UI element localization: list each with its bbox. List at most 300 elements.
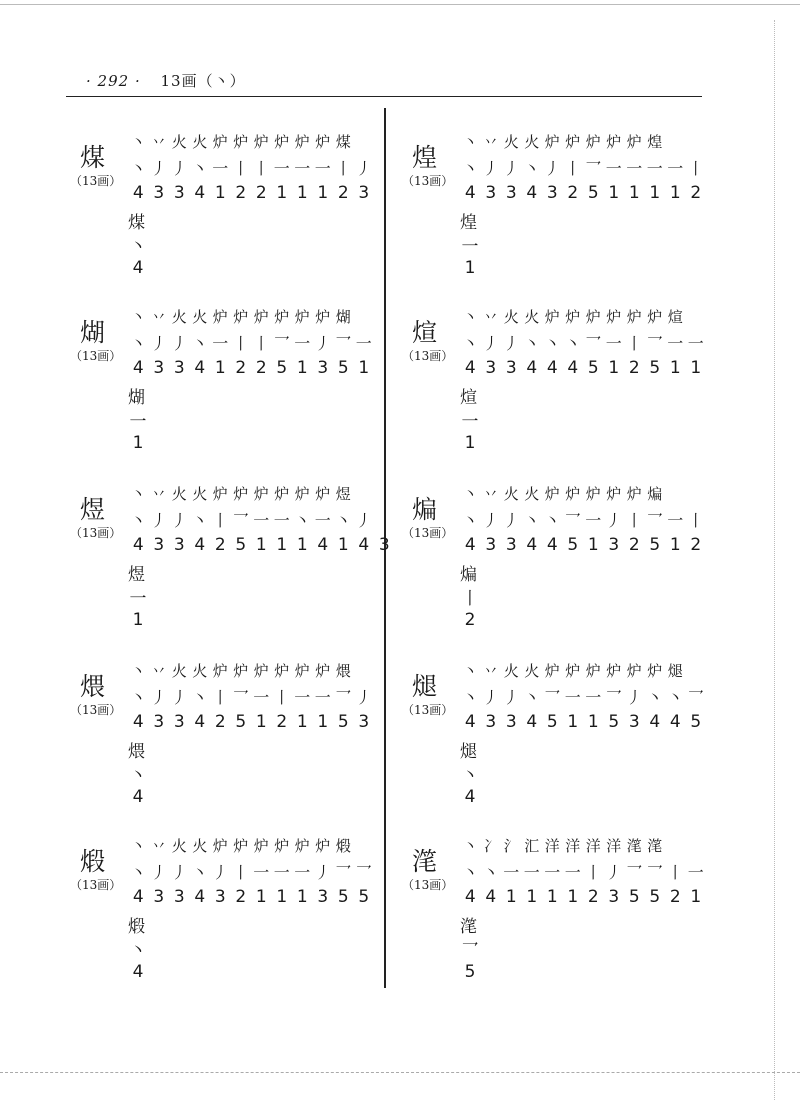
progression-glyph: 炉: [315, 661, 331, 680]
stroke-number: 1: [296, 887, 308, 907]
final-char: 煜: [128, 565, 145, 585]
final-number: 4: [132, 787, 144, 807]
progression-glyph: 炉: [233, 836, 249, 855]
stroke-glyph: 乛: [687, 687, 704, 707]
stroke-number: 3: [153, 535, 165, 555]
final-number: 1: [464, 433, 476, 453]
page-header: [86, 70, 246, 91]
stroke-glyph: 一: [294, 158, 311, 178]
progression-glyph: 丷: [483, 661, 499, 680]
number-row: [128, 709, 374, 735]
final-char: 煸: [460, 565, 477, 585]
stroke-number: 4: [132, 887, 144, 907]
stroke-number: 2: [255, 358, 267, 378]
stroke-number: 3: [317, 358, 329, 378]
progression-glyph: 炉: [274, 661, 290, 680]
stroke-glyph: 乛: [646, 862, 663, 882]
stroke-number: 1: [358, 358, 370, 378]
final-number: 1: [132, 610, 144, 630]
final-number: 4: [132, 962, 144, 982]
stroke-glyph: 丿: [314, 333, 331, 353]
progression-glyph: 炉: [585, 132, 601, 151]
stroke-glyph: 丶: [462, 333, 479, 353]
stroke-number: 5: [337, 712, 349, 732]
stroke-glyph: 丶: [544, 333, 561, 353]
stroke-glyph: 丨: [687, 158, 704, 178]
progression-glyph: 炉: [585, 484, 601, 503]
progression-glyph: 煜: [335, 484, 351, 503]
stroke-number: 5: [235, 535, 247, 555]
stroke-number: 1: [608, 358, 620, 378]
final-number: 1: [132, 433, 144, 453]
progression-glyph: 煳: [335, 307, 351, 326]
progression-glyph: 滗: [626, 836, 642, 855]
progression-glyph: 丶: [462, 484, 478, 503]
stroke-glyph: 丿: [605, 510, 622, 530]
final-char: 煳: [128, 388, 145, 408]
stroke-glyph: 乛: [626, 862, 643, 882]
header-rule: [66, 96, 702, 97]
stroke-number: 1: [669, 183, 681, 203]
progression-glyph: 炉: [606, 132, 622, 151]
progression-glyph: 炉: [606, 484, 622, 503]
stroke-number: 4: [194, 535, 206, 555]
progression-glyph: 炉: [626, 661, 642, 680]
stroke-glyph: 丿: [355, 510, 372, 530]
progression-glyph: 滗: [647, 836, 663, 855]
stroke-number: 2: [276, 712, 288, 732]
stroke-glyph: 丿: [503, 333, 520, 353]
stroke-count-tag: （13画）: [70, 174, 122, 188]
stroke-number: 1: [255, 535, 267, 555]
stroke-number: 3: [546, 183, 558, 203]
final-stroke: 丶: [129, 766, 147, 786]
stroke-glyph: 一: [355, 333, 372, 353]
stroke-glyph: 丿: [503, 510, 520, 530]
final-number: 4: [464, 787, 476, 807]
number-row: [460, 532, 706, 558]
number-row: [460, 709, 706, 735]
stroke-number: 2: [669, 887, 681, 907]
progression-glyph: 炉: [294, 661, 310, 680]
page-number-value: 292: [97, 72, 130, 90]
stroke-number: 3: [173, 887, 185, 907]
stroke-number: 1: [255, 712, 267, 732]
progression-glyph: 炉: [274, 484, 290, 503]
stroke-number: 4: [317, 535, 329, 555]
stroke-number: 1: [214, 358, 226, 378]
page-number: · 292 ·: [86, 72, 141, 90]
stroke-number: 1: [276, 887, 288, 907]
progression-glyph: 丷: [151, 661, 167, 680]
progression-glyph: 炉: [626, 484, 642, 503]
progression-glyph: 汇: [524, 836, 540, 855]
final-stroke: 丶: [461, 766, 479, 786]
stroke-glyph: 乛: [585, 158, 602, 178]
stroke-number: 4: [464, 887, 476, 907]
stroke-glyph: 一: [687, 862, 704, 882]
stroke-number: 4: [526, 183, 538, 203]
stroke-glyph: 丶: [191, 687, 208, 707]
progression-glyph: 炉: [274, 307, 290, 326]
progression-glyph: 炉: [606, 661, 622, 680]
stroke-row: [460, 683, 706, 709]
stroke-glyph: 一: [667, 158, 684, 178]
stroke-number: 5: [649, 358, 661, 378]
stroke-glyph: 丨: [626, 510, 643, 530]
final-stroke: 丶: [129, 237, 147, 257]
stroke-glyph: 丨: [564, 158, 581, 178]
stroke-glyph: 乛: [564, 510, 581, 530]
progression-glyph: 火: [524, 307, 540, 326]
progression-glyph: 火: [171, 661, 187, 680]
stroke-glyph: 一: [273, 510, 290, 530]
number-row: [460, 884, 706, 910]
stroke-glyph: 丶: [523, 510, 540, 530]
stroke-glyph: 乛: [646, 333, 663, 353]
stroke-number: 1: [276, 535, 288, 555]
stroke-number: 2: [628, 358, 640, 378]
stroke-count-tag: （13画）: [70, 526, 122, 540]
stroke-glyph: 一: [212, 158, 229, 178]
progression-glyph: 炉: [294, 484, 310, 503]
entry-char: 煳: [80, 318, 106, 347]
entry-char: 煤: [80, 143, 106, 172]
stroke-glyph: 丿: [150, 510, 167, 530]
stroke-glyph: 丿: [150, 862, 167, 882]
progression-glyph: 丶: [130, 836, 146, 855]
stroke-number: 3: [153, 358, 165, 378]
stroke-number: 3: [173, 183, 185, 203]
progression-glyph: 冫: [483, 836, 499, 855]
stroke-glyph: 丶: [191, 158, 208, 178]
progression-glyph: 炉: [544, 132, 560, 151]
stroke-number: 2: [567, 183, 579, 203]
progression-glyph: 炉: [647, 661, 663, 680]
progression-glyph: 炉: [253, 307, 269, 326]
stroke-glyph: 丿: [503, 158, 520, 178]
stroke-number: 4: [464, 535, 476, 555]
final-stroke: 一: [461, 412, 479, 432]
progression-glyph: 丷: [483, 484, 499, 503]
stroke-number: 2: [690, 535, 702, 555]
final-char: 滗: [460, 917, 477, 937]
final-stroke: 乛: [461, 941, 479, 961]
stroke-number: 3: [214, 887, 226, 907]
stroke-number: 3: [485, 535, 497, 555]
stroke-glyph: 丿: [482, 333, 499, 353]
stroke-glyph: 丶: [564, 333, 581, 353]
stroke-number: 1: [669, 358, 681, 378]
stroke-number: 4: [464, 358, 476, 378]
stroke-number: 5: [337, 358, 349, 378]
stroke-number: 3: [153, 887, 165, 907]
stroke-glyph: 一: [314, 158, 331, 178]
progression-glyph: 炉: [565, 132, 581, 151]
stroke-number: 3: [173, 358, 185, 378]
stroke-number: 1: [296, 183, 308, 203]
progression-glyph: 炉: [585, 307, 601, 326]
stroke-glyph: 一: [253, 862, 270, 882]
stroke-count-tag: （13画）: [402, 174, 454, 188]
progression-row: [460, 128, 665, 154]
stroke-row: [460, 506, 706, 532]
progression-glyph: 炉: [565, 307, 581, 326]
progression-glyph: 丶: [130, 484, 146, 503]
stroke-number: 5: [546, 712, 558, 732]
stroke-glyph: 一: [544, 862, 561, 882]
final-stroke: 一: [129, 412, 147, 432]
stroke-glyph: 一: [294, 687, 311, 707]
stroke-glyph: 丨: [253, 158, 270, 178]
progression-glyph: 洋: [606, 836, 622, 855]
stroke-glyph: 丿: [150, 687, 167, 707]
stroke-number: 3: [153, 183, 165, 203]
progression-glyph: 火: [192, 307, 208, 326]
stroke-number: 1: [526, 887, 538, 907]
stroke-number: 2: [235, 358, 247, 378]
stroke-number: 2: [214, 712, 226, 732]
stroke-glyph: 丿: [171, 687, 188, 707]
stroke-number: 2: [235, 183, 247, 203]
stroke-glyph: 丨: [253, 333, 270, 353]
stroke-number: 3: [358, 183, 370, 203]
progression-glyph: 炉: [544, 661, 560, 680]
stroke-glyph: 一: [585, 687, 602, 707]
stroke-row: [128, 858, 374, 884]
stroke-glyph: 丿: [355, 158, 372, 178]
stroke-number: 3: [358, 712, 370, 732]
progression-glyph: 炉: [315, 132, 331, 151]
progression-glyph: 炉: [233, 307, 249, 326]
stroke-number: 4: [132, 358, 144, 378]
stroke-number: 2: [214, 535, 226, 555]
final-char: 煌: [460, 213, 477, 233]
stroke-glyph: 丨: [335, 158, 352, 178]
stroke-glyph: 一: [253, 510, 270, 530]
number-row: [128, 180, 374, 206]
progression-glyph: 丶: [130, 132, 146, 151]
progression-glyph: 火: [503, 661, 519, 680]
stroke-glyph: 丿: [626, 687, 643, 707]
stroke-glyph: 丨: [232, 862, 249, 882]
final-char: 煤: [128, 213, 145, 233]
progression-glyph: 洋: [565, 836, 581, 855]
stroke-number: 1: [276, 183, 288, 203]
stroke-glyph: 一: [523, 862, 540, 882]
stroke-glyph: 一: [273, 158, 290, 178]
stroke-glyph: 一: [605, 158, 622, 178]
stroke-number: 4: [567, 358, 579, 378]
progression-row: [460, 657, 686, 683]
stroke-number: 1: [255, 887, 267, 907]
stroke-glyph: 丶: [462, 158, 479, 178]
progression-glyph: 炉: [212, 307, 228, 326]
progression-glyph: 炉: [253, 836, 269, 855]
progression-glyph: 火: [192, 484, 208, 503]
stroke-glyph: 乛: [544, 687, 561, 707]
stroke-glyph: 一: [605, 333, 622, 353]
progression-glyph: 丶: [130, 661, 146, 680]
progression-glyph: 炉: [315, 484, 331, 503]
progression-glyph: 炉: [294, 307, 310, 326]
stroke-number: 1: [567, 712, 579, 732]
progression-row: [128, 128, 354, 154]
stroke-glyph: 乛: [232, 510, 249, 530]
stroke-glyph: 丿: [171, 333, 188, 353]
stroke-number: 5: [649, 535, 661, 555]
progression-glyph: 火: [192, 836, 208, 855]
number-row: [460, 180, 706, 206]
stroke-row: [128, 683, 374, 709]
stroke-row: [128, 506, 374, 532]
progression-glyph: 炉: [315, 307, 331, 326]
stroke-glyph: 丿: [212, 862, 229, 882]
stroke-row: [460, 329, 706, 355]
progression-glyph: 丶: [462, 836, 478, 855]
stroke-number: 3: [317, 887, 329, 907]
stroke-glyph: 丿: [482, 158, 499, 178]
stroke-number: 1: [317, 183, 329, 203]
stroke-glyph: 一: [273, 862, 290, 882]
stroke-number: 1: [649, 183, 661, 203]
stroke-number: 4: [464, 712, 476, 732]
stroke-glyph: 乛: [335, 862, 352, 882]
stroke-number: 1: [296, 712, 308, 732]
progression-glyph: 丷: [151, 836, 167, 855]
progression-glyph: 炉: [212, 484, 228, 503]
progression-glyph: 煌: [647, 132, 663, 151]
entry-char: 煸: [412, 495, 438, 524]
progression-row: [460, 832, 665, 858]
top-edge-line: [0, 4, 800, 5]
stroke-row: [128, 154, 374, 180]
progression-glyph: 炉: [233, 661, 249, 680]
stroke-number: 1: [669, 535, 681, 555]
progression-row: [460, 303, 686, 329]
final-char: 煅: [128, 917, 145, 937]
progression-glyph: 丷: [151, 484, 167, 503]
progression-glyph: 丶: [462, 307, 478, 326]
progression-glyph: 炉: [626, 132, 642, 151]
stroke-number: 1: [587, 535, 599, 555]
stroke-glyph: 丿: [482, 687, 499, 707]
progression-glyph: 丷: [151, 307, 167, 326]
stroke-glyph: 丶: [544, 510, 561, 530]
stroke-count-tag: （13画）: [402, 878, 454, 892]
progression-glyph: 煊: [667, 307, 683, 326]
stroke-glyph: 一: [687, 333, 704, 353]
stroke-glyph: 丿: [171, 158, 188, 178]
progression-glyph: 炉: [565, 484, 581, 503]
progression-glyph: 煅: [335, 836, 351, 855]
stroke-glyph: 乛: [273, 333, 290, 353]
stroke-glyph: 丿: [171, 862, 188, 882]
stroke-glyph: 一: [294, 333, 311, 353]
stroke-number: 4: [194, 712, 206, 732]
stroke-number: 4: [669, 712, 681, 732]
stroke-number: 3: [173, 535, 185, 555]
stroke-glyph: 一: [646, 158, 663, 178]
stroke-glyph: 一: [626, 158, 643, 178]
stroke-number: 5: [587, 358, 599, 378]
stroke-number: 1: [296, 358, 308, 378]
stroke-number: 1: [505, 887, 517, 907]
stroke-number: 4: [546, 358, 558, 378]
progression-glyph: 炉: [253, 132, 269, 151]
progression-glyph: 氵: [503, 836, 519, 855]
stroke-glyph: 丨: [273, 687, 290, 707]
progression-glyph: 炉: [585, 661, 601, 680]
stroke-number: 4: [649, 712, 661, 732]
stroke-number: 2: [235, 887, 247, 907]
stroke-glyph: 一: [667, 510, 684, 530]
progression-glyph: 炉: [253, 484, 269, 503]
progression-glyph: 丶: [130, 307, 146, 326]
progression-glyph: 炉: [294, 836, 310, 855]
entry-char: 煨: [80, 672, 106, 701]
stroke-number: 2: [587, 887, 599, 907]
number-row: [128, 532, 395, 558]
progression-glyph: 火: [192, 661, 208, 680]
stroke-number: 3: [505, 712, 517, 732]
stroke-glyph: 丶: [130, 510, 147, 530]
progression-row: [460, 480, 665, 506]
entry-char: 煺: [412, 672, 438, 701]
entry-char: 煊: [412, 318, 438, 347]
progression-glyph: 火: [171, 307, 187, 326]
stroke-number: 1: [690, 887, 702, 907]
stroke-number: 3: [628, 712, 640, 732]
stroke-glyph: 一: [503, 862, 520, 882]
stroke-glyph: 一: [294, 862, 311, 882]
final-number: 5: [464, 962, 476, 982]
stroke-glyph: 丿: [150, 158, 167, 178]
stroke-glyph: 丿: [314, 862, 331, 882]
stroke-row: [460, 858, 706, 884]
stroke-glyph: 丶: [130, 158, 147, 178]
stroke-number: 5: [628, 887, 640, 907]
stroke-number: 4: [526, 712, 538, 732]
stroke-number: 4: [194, 887, 206, 907]
progression-glyph: 炉: [212, 661, 228, 680]
stroke-number: 3: [485, 358, 497, 378]
stroke-glyph: 乛: [605, 687, 622, 707]
progression-glyph: 火: [171, 484, 187, 503]
final-stroke: 一: [461, 237, 479, 257]
stroke-glyph: 丶: [646, 687, 663, 707]
progression-glyph: 炉: [294, 132, 310, 151]
final-char: 煊: [460, 388, 477, 408]
progression-row: [128, 657, 354, 683]
stroke-number: 5: [276, 358, 288, 378]
stroke-glyph: 丶: [462, 510, 479, 530]
progression-glyph: 丶: [462, 132, 478, 151]
entry-char: 煜: [80, 495, 106, 524]
stroke-number: 4: [358, 535, 370, 555]
stroke-glyph: 丨: [232, 333, 249, 353]
final-number: 2: [464, 610, 476, 630]
stroke-glyph: 一: [253, 687, 270, 707]
stroke-glyph: 丿: [605, 862, 622, 882]
stroke-number: 1: [567, 887, 579, 907]
progression-glyph: 火: [524, 484, 540, 503]
entry-char: 煌: [412, 143, 438, 172]
stroke-number: 4: [132, 712, 144, 732]
final-char: 煺: [460, 742, 477, 762]
stroke-number: 3: [505, 183, 517, 203]
stroke-glyph: 丶: [294, 510, 311, 530]
